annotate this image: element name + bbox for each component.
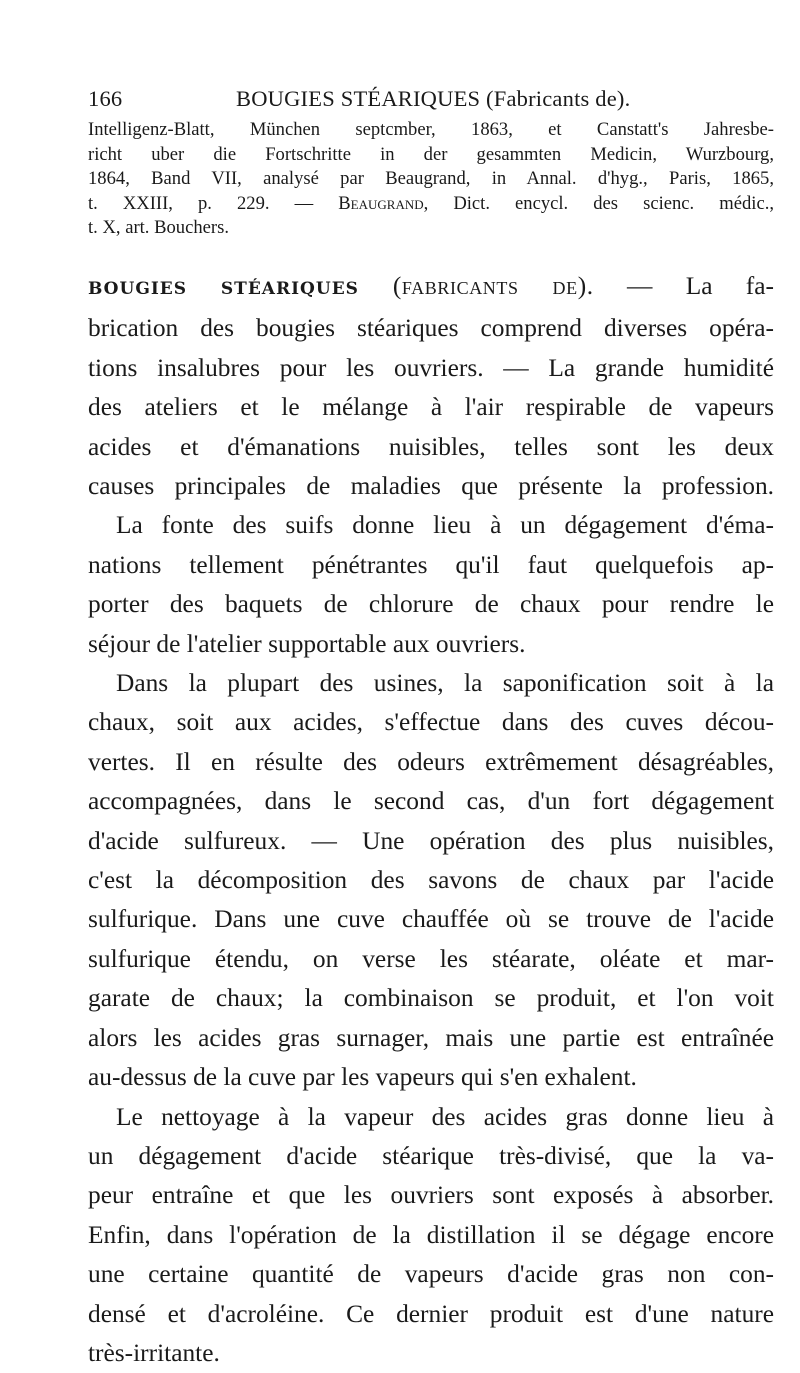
article-line: densé et d'acroléine. Ce dernier produit est d'une nature — [88, 1299, 774, 1328]
article-line: vertes. Il en résulte des odeurs extrêmement désagréables, — [88, 747, 774, 776]
article-headword-qualifier: (fabricants de). — [358, 271, 594, 300]
article-line: causes principales de maladies que présente la profession. — [88, 472, 774, 500]
article-line: des ateliers et le mélange à l'air respirable de vapeurs — [88, 393, 774, 422]
article-line: chaux, soit aux acides, s'effectue dans des cuves décou- — [88, 708, 774, 737]
article-line: une certaine quantité de vapeurs d'acide gras non con- — [88, 1260, 774, 1289]
article-line: porter des baquets de chlorure de chaux pour rendre le — [88, 590, 774, 619]
article-line: peur entraîne et que les ouvriers sont exposés à absorber. — [88, 1181, 774, 1210]
article-line — [88, 267, 774, 309]
reference-text: , Dict. encycl. des scienc. médic., — [423, 192, 774, 214]
article-line: séjour de l'atelier supportable aux ouvriers. — [88, 629, 526, 658]
article-line: sulfurique. Dans une cuve chauffée où se trouve de l'acide — [88, 905, 774, 934]
running-title: BOUGIES STÉARIQUES (Fabricants de). — [236, 86, 631, 111]
page-number: 166 — [88, 86, 123, 111]
article-line: Enfin, dans l'opération de la distillation il se dégage encore — [88, 1220, 774, 1249]
reference-line: t. X, art. Bouchers. — [88, 217, 229, 239]
article-line: La fonte des suifs donne lieu à un dégagement d'éma- — [116, 511, 774, 540]
article-line: très-irritante. — [88, 1338, 220, 1367]
bibliographic-references — [88, 118, 774, 241]
reference-line: Intelligenz-Blatt, München septcmber, 1863, et Canstatt's Jahresbe- — [88, 119, 774, 140]
reference-line: 1864, Band VII, analysé par Beaugrand, in Annal. d'hyg., Paris, 1865, — [88, 168, 774, 190]
article-line: d'acide sulfureux. — Une opération des plus nuisibles, — [88, 826, 774, 855]
article-line: sulfurique étendu, on verse les stéarate, oléate et mar- — [88, 944, 774, 973]
article-headword: BOUGIES STÉARIQUES — [88, 278, 359, 299]
article-line: au-dessus de la cuve par les vapeurs qui s'en exhalent. — [88, 1063, 637, 1092]
article-line: Le nettoyage à la vapeur des acides gras donne lieu à — [116, 1102, 774, 1131]
article-line: accompagnées, dans le second cas, d'un fort dégagement — [88, 787, 774, 816]
running-head — [88, 82, 774, 116]
article-line: nations tellement pénétrantes qu'il faut quelquefois ap- — [88, 550, 774, 579]
book-page — [88, 82, 774, 1373]
reference-line — [88, 192, 774, 217]
reference-line: richt uber die Fortschritte in der gesammten Medicin, Wurzbourg, — [88, 143, 774, 165]
article-line: c'est la décomposition des savons de chaux par l'acide — [88, 866, 774, 895]
reference-author: Beaugrand — [338, 192, 424, 214]
article-line: acides et d'émanations nuisibles, telles sont les deux — [88, 432, 774, 461]
article-line: Dans la plupart des usines, la saponification soit à la — [116, 669, 774, 698]
article-line: garate de chaux; la combinaison se produit, et l'on voit — [88, 984, 774, 1013]
article-line: tions insalubres pour les ouvriers. — La grande humidité — [88, 353, 774, 382]
article-body — [88, 267, 774, 1373]
article-line: alors les acides gras surnager, mais une partie est entraînée — [88, 1023, 774, 1052]
article-text: — La fa- — [593, 271, 774, 300]
reference-text: t. XXIII, p. 229. — — [88, 192, 339, 214]
article-line: brication des bougies stéariques comprend diverses opéra- — [88, 314, 774, 343]
article-line: un dégagement d'acide stéarique très-divisé, que la va- — [88, 1141, 774, 1170]
